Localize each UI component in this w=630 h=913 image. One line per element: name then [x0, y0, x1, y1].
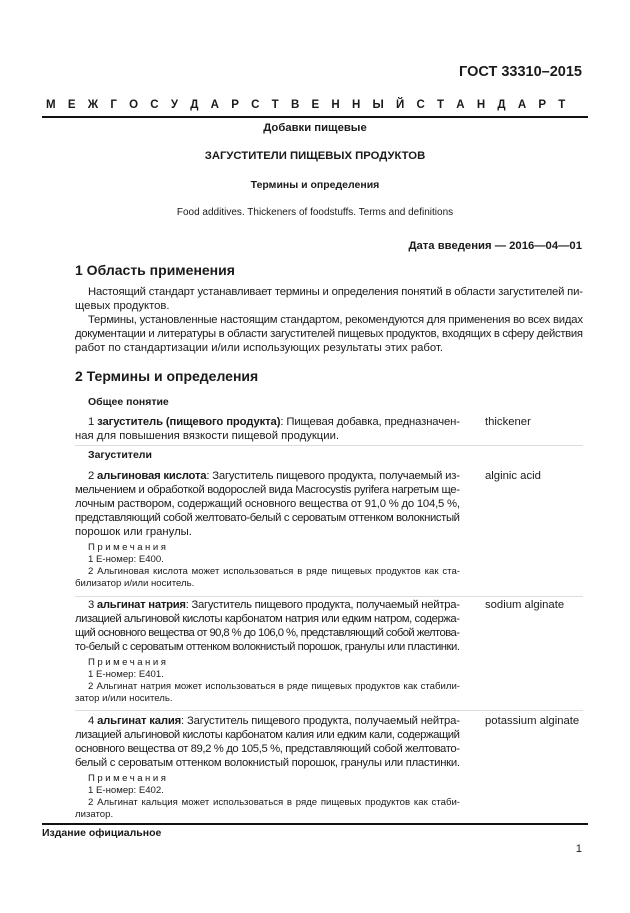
- term-definition-line: белый с сероватым оттенком волокнистый порошок, гранулы или пластинки.: [75, 757, 460, 769]
- term-number: 3: [88, 599, 95, 611]
- document-title: ЗАГУСТИТЕЛИ ПИЩЕВЫХ ПРОДУКТОВ: [204, 150, 426, 162]
- term-name: альгинат калия: [97, 715, 182, 727]
- term-definition-start: : Загуститель пищевого продукта, получаемый нейтра-: [185, 599, 460, 611]
- note-line: 1 Е-номер: Е401.: [88, 669, 164, 680]
- group-title: Добавки пищевые: [263, 122, 367, 134]
- entry-divider: [75, 710, 583, 711]
- standard-code: ГОСТ 33310–2015: [459, 64, 582, 80]
- note-line: 1 Е-номер: Е402.: [88, 785, 164, 796]
- term-entry-first-line: [88, 416, 460, 429]
- term-definition-line: то-белый с сероватым оттенком волокнистый порошок, гранулы или пластинки.: [75, 641, 460, 653]
- page-number: 1: [575, 843, 582, 855]
- term-definition-line: лочным раствором, содержащий основного вещества от 91,0 % до 104,5 %,: [75, 498, 460, 510]
- term-definition-line: порошок или гранулы.: [75, 526, 192, 538]
- thickeners-heading: Загустители: [88, 449, 152, 461]
- general-concept-heading: Общее понятие: [88, 396, 169, 408]
- notes-heading: Примечания: [88, 773, 169, 784]
- term-definition-line: представляющий собой желтовато-белый с сероватым оттенком волокнистый: [75, 512, 460, 524]
- note-line: лизатор.: [75, 809, 114, 820]
- footer-rule: [42, 823, 588, 825]
- term-definition-line: щий основного вещества от 90,8 % до 106,0 %, представляющий собой желтова-: [75, 627, 460, 639]
- note-line: 2 Альгинат кальция может использоваться в ряде пищевых продуктов как стаби-: [88, 797, 460, 808]
- term-definition-line: мельчением и обработкой водорослей вида Macrocystis pyrifera нагретым ще-: [75, 484, 460, 496]
- notes-heading: Примечания: [88, 542, 169, 553]
- term-definition-start: : Пищевая добавка, предназначен-: [280, 416, 460, 428]
- term-name: альгинат натрия: [96, 599, 186, 611]
- term-entry-first-line: [88, 715, 460, 728]
- term-english-equivalent: potassium alginate: [485, 715, 580, 727]
- term-number: 4: [88, 715, 95, 727]
- term-entry-first-line: [88, 599, 460, 612]
- note-line: затор и/или носитель.: [75, 693, 173, 704]
- standard-type: М Е Ж Г О С У Д А Р С Т В Е Н Н Ы Й С Т А Н Д А Р Т: [46, 99, 568, 111]
- section-1-heading: 1 Область применения: [75, 262, 235, 278]
- term-english-equivalent: sodium alginate: [485, 599, 565, 611]
- term-definition-line: основного вещества от 89,2 % до 105,5 %, представляющий собой желтовато-: [75, 743, 460, 755]
- official-edition-label: Издание официальное: [42, 827, 162, 839]
- note-line: 1 Е-номер: Е400.: [88, 554, 164, 565]
- header-rule: [42, 116, 588, 118]
- introduction-date: Дата введения — 2016—04—01: [408, 240, 582, 252]
- term-name: альгиновая кислота: [97, 470, 207, 482]
- note-line: билизатор и/или носитель.: [75, 578, 195, 589]
- section-2-heading: 2 Термины и определения: [75, 368, 259, 384]
- term-english-equivalent: thickener: [485, 416, 531, 428]
- term-number: 2: [88, 470, 95, 482]
- note-line: 2 Альгиновая кислота может использоваться в ряде пищевых продуктов как ста-: [88, 566, 460, 577]
- term-definition-line: ная для повышения вязкости пищевой продукции.: [75, 430, 340, 442]
- entry-divider: [75, 445, 583, 446]
- paragraph-line: Настоящий стандарт устанавливает термины и определения понятий в области загустителей пи-: [88, 286, 583, 298]
- term-number: 1: [88, 416, 95, 428]
- term-name: загуститель (пищевого продукта): [97, 416, 281, 428]
- english-title: Food additives. Thickeners of foodstuffs. Terms and definitions: [176, 207, 454, 218]
- term-definition-line: лизацией альгиновой кислоты карбонатом калия или едким кали, содержащий: [75, 729, 460, 741]
- term-english-equivalent: alginic acid: [485, 470, 541, 482]
- term-definition-start: : Загуститель пищевого продукта, получаемый из-: [206, 470, 460, 482]
- document-subtitle: Термины и определения: [250, 179, 380, 191]
- term-definition-line: лизацией альгиновой кислоты карбонатом натрия или едким натром, содержа-: [75, 613, 460, 625]
- paragraph-line: работ по стандартизации и/или использующих результаты этих работ.: [75, 342, 443, 354]
- notes-heading: Примечания: [88, 657, 169, 668]
- term-entry-first-line: [88, 470, 460, 483]
- entry-divider: [75, 596, 583, 597]
- paragraph-line: Термины, установленные настоящим стандартом, рекомендуются для применения во всех видах: [88, 314, 583, 326]
- paragraph-line: щевых продуктов.: [75, 300, 170, 312]
- term-definition-start: : Загуститель пищевого продукта, получаемый нейтра-: [181, 715, 460, 727]
- note-line: 2 Альгинат натрия может использоваться в ряде пищевых продуктов как стабили-: [88, 681, 460, 692]
- paragraph-line: документации и литературы в области загустителей пищевых продуктов, входящих в сферу действия: [75, 328, 583, 340]
